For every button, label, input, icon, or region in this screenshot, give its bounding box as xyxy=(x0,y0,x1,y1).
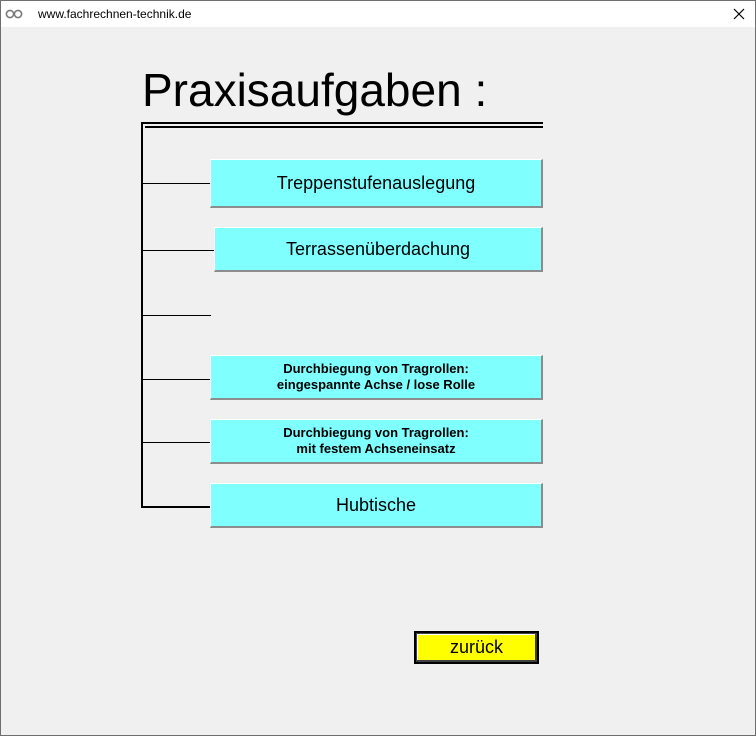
button-label: Durchbiegung von Tragrollen: eingespannte Achse / lose Rolle xyxy=(276,361,476,392)
title-bar xyxy=(1,1,755,27)
tree-branch xyxy=(143,506,211,508)
tree-branch-empty xyxy=(143,315,211,316)
button-label: Durchbiegung von Tragrollen: mit festem Achseneinsatz xyxy=(283,425,469,456)
button-label: Hubtische xyxy=(335,495,417,515)
terrassenueberdachung-button[interactable] xyxy=(214,227,543,272)
treppenstufenauslegung-button[interactable] xyxy=(210,159,543,208)
button-label: Treppenstufenauslegung xyxy=(276,173,476,193)
back-button-label: zurück xyxy=(417,634,535,660)
window-title: www.fachrechnen-technik.de xyxy=(38,7,192,21)
close-button[interactable] xyxy=(723,1,755,27)
hubtische-button[interactable] xyxy=(210,483,543,528)
tragrollen-eingespannte-achse-button[interactable] xyxy=(210,355,543,400)
tree-branch xyxy=(143,183,211,184)
tragrollen-fester-achseneinsatz-button[interactable] xyxy=(210,419,543,464)
page-title: Praxisaufgaben : xyxy=(142,64,488,116)
close-icon xyxy=(733,8,745,20)
back-button[interactable] xyxy=(414,631,539,664)
app-glasses-icon xyxy=(5,8,23,20)
header-rule-bottom xyxy=(145,126,543,128)
button-label: Terrassenüberdachung xyxy=(285,239,471,259)
header-rule-top xyxy=(141,122,543,124)
tree-branch xyxy=(143,379,211,380)
tree-branch xyxy=(143,250,215,251)
tree-branch xyxy=(143,442,211,443)
